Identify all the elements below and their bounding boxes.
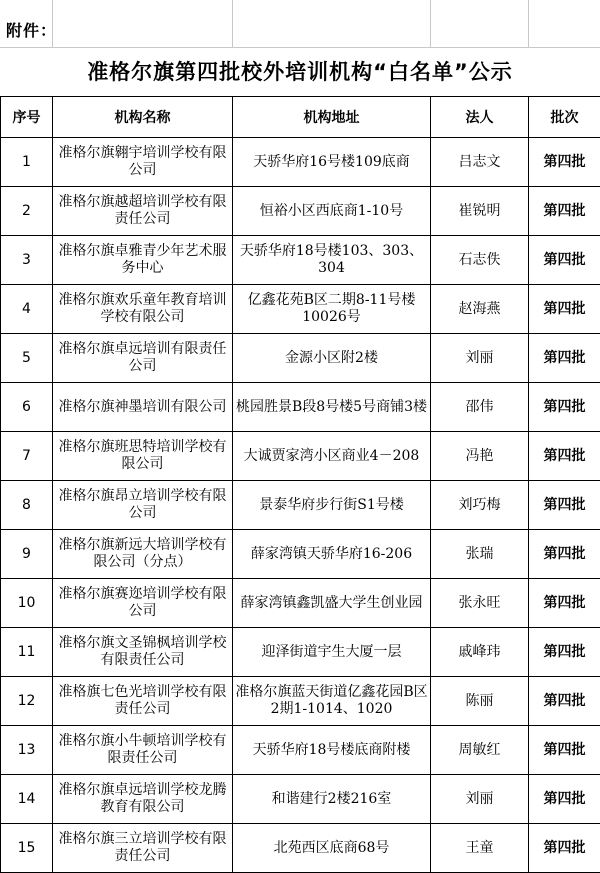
cell-name: 准格尔旗昂立培训学校有限公司: [53, 481, 233, 530]
cell-person: 周敏红: [431, 726, 529, 775]
cell-person: 陈丽: [431, 677, 529, 726]
cell-name: 准格尔旗新远大培训学校有限公司（分点）: [53, 530, 233, 579]
cell-address: 恒裕小区西底商1-10号: [233, 187, 431, 236]
cell-name: 准格尔旗越超培训学校有限责任公司: [53, 187, 233, 236]
header-no: 序号: [1, 97, 53, 138]
header-address: 机构地址: [233, 97, 431, 138]
header-person: 法人: [431, 97, 529, 138]
cell-address: 迎泽街道宇生大厦一层: [233, 628, 431, 677]
cell-address: 和谐建行2楼216室: [233, 775, 431, 824]
table-row: [1, 628, 600, 677]
cell-address: 大诚贾家湾小区商业4－208: [233, 432, 431, 481]
cell-batch: 第四批: [529, 481, 600, 530]
cell-address: 桃园胜景B段8号楼5号商铺3楼: [233, 383, 431, 432]
cell-batch: 第四批: [529, 628, 600, 677]
cell-no: 13: [1, 726, 53, 775]
table-row: [1, 334, 600, 383]
cell-name: 准格旗七色光培训学校有限责任公司: [53, 677, 233, 726]
cell-no: 2: [1, 187, 53, 236]
cell-no: 6: [1, 383, 53, 432]
cell-no: 15: [1, 824, 53, 873]
cell-person: 张瑞: [431, 530, 529, 579]
table-row: [1, 383, 600, 432]
cell-address: 亿鑫花苑B区二期8-11号楼10026号: [233, 285, 431, 334]
cell-no: 14: [1, 775, 53, 824]
cell-person: 邵伟: [431, 383, 529, 432]
table-row: [1, 775, 600, 824]
cell-no: 1: [1, 138, 53, 187]
cell-person: 刘巧梅: [431, 481, 529, 530]
table-row: [1, 432, 600, 481]
cell-batch: 第四批: [529, 138, 600, 187]
cell-person: 冯艳: [431, 432, 529, 481]
attachment-label: 附件：: [6, 18, 57, 41]
cell-batch: 第四批: [529, 677, 600, 726]
cell-no: 4: [1, 285, 53, 334]
cell-address: 景泰华府步行街S1号楼: [233, 481, 431, 530]
cell-person: 刘丽: [431, 334, 529, 383]
cell-no: 8: [1, 481, 53, 530]
cell-no: 5: [1, 334, 53, 383]
whitelist-table: [0, 96, 600, 873]
table-row: [1, 677, 600, 726]
cell-address: 薛家湾镇鑫凯盛大学生创业园: [233, 579, 431, 628]
cell-address: 金源小区附2楼: [233, 334, 431, 383]
table-row: [1, 824, 600, 873]
header-batch: 批次: [529, 97, 600, 138]
cell-batch: 第四批: [529, 334, 600, 383]
cell-batch: 第四批: [529, 824, 600, 873]
cell-no: 9: [1, 530, 53, 579]
cell-batch: 第四批: [529, 432, 600, 481]
table-row: [1, 285, 600, 334]
cell-name: 准格尔旗翱宇培训学校有限公司: [53, 138, 233, 187]
cell-name: 准格尔旗神墨培训有限公司: [53, 383, 233, 432]
cell-name: 准格尔旗赛迩培训学校有限公司: [53, 579, 233, 628]
cell-no: 3: [1, 236, 53, 285]
cell-person: 刘丽: [431, 775, 529, 824]
table-row: [1, 579, 600, 628]
cell-batch: 第四批: [529, 726, 600, 775]
attachment-row: [0, 0, 600, 48]
cell-batch: 第四批: [529, 579, 600, 628]
table-row: [1, 138, 600, 187]
cell-person: 王童: [431, 824, 529, 873]
cell-no: 11: [1, 628, 53, 677]
table-row: [1, 236, 600, 285]
cell-batch: 第四批: [529, 187, 600, 236]
cell-name: 准格尔旗欢乐童年教育培训学校有限公司: [53, 285, 233, 334]
cell-batch: 第四批: [529, 775, 600, 824]
cell-name: 准格尔旗班思特培训学校有限公司: [53, 432, 233, 481]
cell-person: 赵海燕: [431, 285, 529, 334]
cell-batch: 第四批: [529, 530, 600, 579]
cell-address: 天骄华府16号楼109底商: [233, 138, 431, 187]
cell-name: 准格尔旗卓远培训学校龙腾教育有限公司: [53, 775, 233, 824]
cell-no: 12: [1, 677, 53, 726]
cell-name: 准格尔旗卓雅青少年艺术服务中心: [53, 236, 233, 285]
cell-batch: 第四批: [529, 236, 600, 285]
cell-address: 北苑西区底商68号: [233, 824, 431, 873]
cell-person: 吕志文: [431, 138, 529, 187]
table-header-row: [1, 97, 600, 138]
cell-address: 天骄华府18号楼103、303、304: [233, 236, 431, 285]
header-name: 机构名称: [53, 97, 233, 138]
cell-name: 准格尔旗卓远培训有限责任公司: [53, 334, 233, 383]
cell-person: 石志佚: [431, 236, 529, 285]
cell-batch: 第四批: [529, 285, 600, 334]
cell-no: 7: [1, 432, 53, 481]
cell-name: 准格尔旗小牛顿培训学校有限责任公司: [53, 726, 233, 775]
cell-person: 张永旺: [431, 579, 529, 628]
cell-person: 崔锐明: [431, 187, 529, 236]
spreadsheet-gridlines: [0, 0, 600, 48]
cell-name: 准格尔旗文圣锦枫培训学校有限责任公司: [53, 628, 233, 677]
cell-batch: 第四批: [529, 383, 600, 432]
table-row: [1, 726, 600, 775]
cell-person: 戚峰玮: [431, 628, 529, 677]
cell-address: 天骄华府18号楼底商附楼: [233, 726, 431, 775]
cell-address: 薛家湾镇天骄华府16-206: [233, 530, 431, 579]
table-row: [1, 481, 600, 530]
cell-address: 准格尔旗蓝天街道亿鑫花园B区2期1-1014、1020: [233, 677, 431, 726]
page-title: 准格尔旗第四批校外培训机构“白名单”公示: [0, 50, 600, 94]
table-row: [1, 530, 600, 579]
cell-name: 准格尔旗三立培训学校有限责任公司: [53, 824, 233, 873]
cell-no: 10: [1, 579, 53, 628]
table-row: [1, 187, 600, 236]
